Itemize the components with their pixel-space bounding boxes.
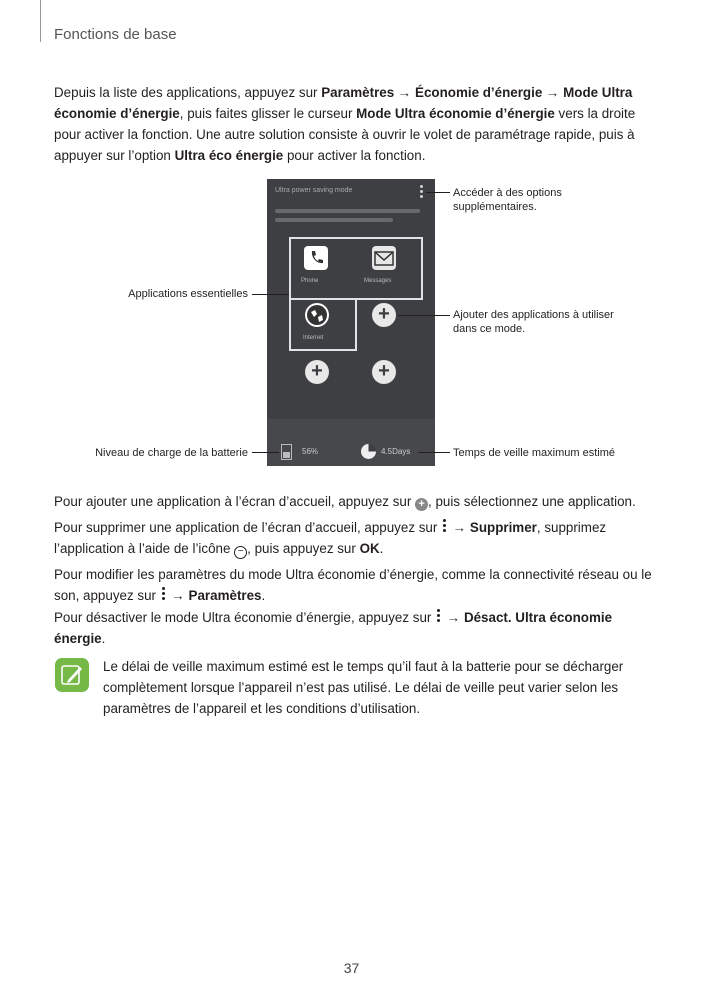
callout-standby: Temps de veille maximum estimé bbox=[453, 447, 615, 459]
callout-line-add bbox=[398, 315, 450, 316]
app-label-messages: Messages bbox=[364, 278, 392, 284]
standby-value: 4.5Days bbox=[381, 447, 411, 456]
page-number: 37 bbox=[343, 960, 360, 976]
paragraph-add-app: Pour ajouter une application à l’écran d’accueil, appuyez sur + , puis sélectionnez une application. bbox=[54, 494, 636, 510]
status-band bbox=[267, 419, 435, 466]
more-options-icon-inline bbox=[437, 609, 441, 624]
callout-line-more bbox=[426, 192, 450, 193]
section-title: Fonctions de base bbox=[54, 26, 177, 43]
add-app-button-3: + bbox=[372, 360, 396, 384]
note-text: Le délai de veille maximum estimé est le temps qu’il faut à la batterie pour se décharger complètement lorsque l’appareil n’est pas utilisé. Le délai de veille peut varier selon les paramètres de l’appareil et les conditions d’utilisation. bbox=[103, 659, 624, 716]
phone-app-icon bbox=[304, 246, 328, 270]
note-icon bbox=[55, 658, 89, 692]
battery-icon bbox=[281, 444, 292, 460]
add-app-button-1: + bbox=[372, 303, 396, 327]
header-rule bbox=[40, 0, 41, 42]
paragraph-remove-app: Pour supprimer une application de l’écran d’accueil, appuyez sur → Supprimer, supprimez l’application à l’aide de l’icône − , puis appuyez sur OK. bbox=[54, 520, 607, 557]
paragraph-deactivate: Pour désactiver le mode Ultra économie d’énergie, appuyez sur → Désact. Ultra économie énergie. bbox=[54, 610, 613, 646]
internet-app-icon bbox=[305, 303, 329, 327]
callout-line-standby bbox=[418, 452, 450, 453]
intro-paragraph: Depuis la liste des applications, appuyez sur Paramètres → Économie d’énergie → Mode Ultra économie d’énergie, puis faites glisser le curseur Mode Ultra économie d’énergie vers la droite pour activer la fonction. Une autre solution consiste à ouvrir le volet de paramétrage rapide, puis à appuyer sur l’option Ultra éco énergie pour activer la fonction. bbox=[54, 85, 636, 163]
callout-essential-apps: Applications essentielles bbox=[128, 288, 248, 300]
add-app-button-2: + bbox=[305, 360, 329, 384]
remove-icon: − bbox=[234, 546, 247, 559]
screen-title: Ultra power saving mode bbox=[275, 187, 353, 194]
callout-battery: Niveau de charge de la batterie bbox=[95, 447, 248, 459]
app-label-internet: Internet bbox=[303, 335, 324, 341]
callout-add-apps: Ajouter des applications à utiliser dans ce mode. bbox=[453, 309, 614, 335]
callout-line-essential bbox=[252, 294, 289, 295]
battery-value: 56% bbox=[302, 447, 319, 456]
messages-app-icon bbox=[372, 246, 396, 270]
paragraph-settings: Pour modifier les paramètres du mode Ultra économie d’énergie, comme la connectivité réseau ou le son, appuyez sur → Paramètres. bbox=[54, 567, 652, 603]
callout-line-battery bbox=[252, 452, 279, 453]
callout-more-options: Accéder à des options supplémentaires. bbox=[453, 187, 562, 213]
more-options-icon-inline bbox=[443, 519, 447, 534]
add-icon: + bbox=[415, 498, 428, 511]
more-options-icon-inline bbox=[162, 587, 166, 602]
more-options-icon bbox=[420, 185, 424, 201]
app-label-phone: Phone bbox=[301, 278, 319, 284]
standby-pie-icon bbox=[361, 444, 376, 459]
